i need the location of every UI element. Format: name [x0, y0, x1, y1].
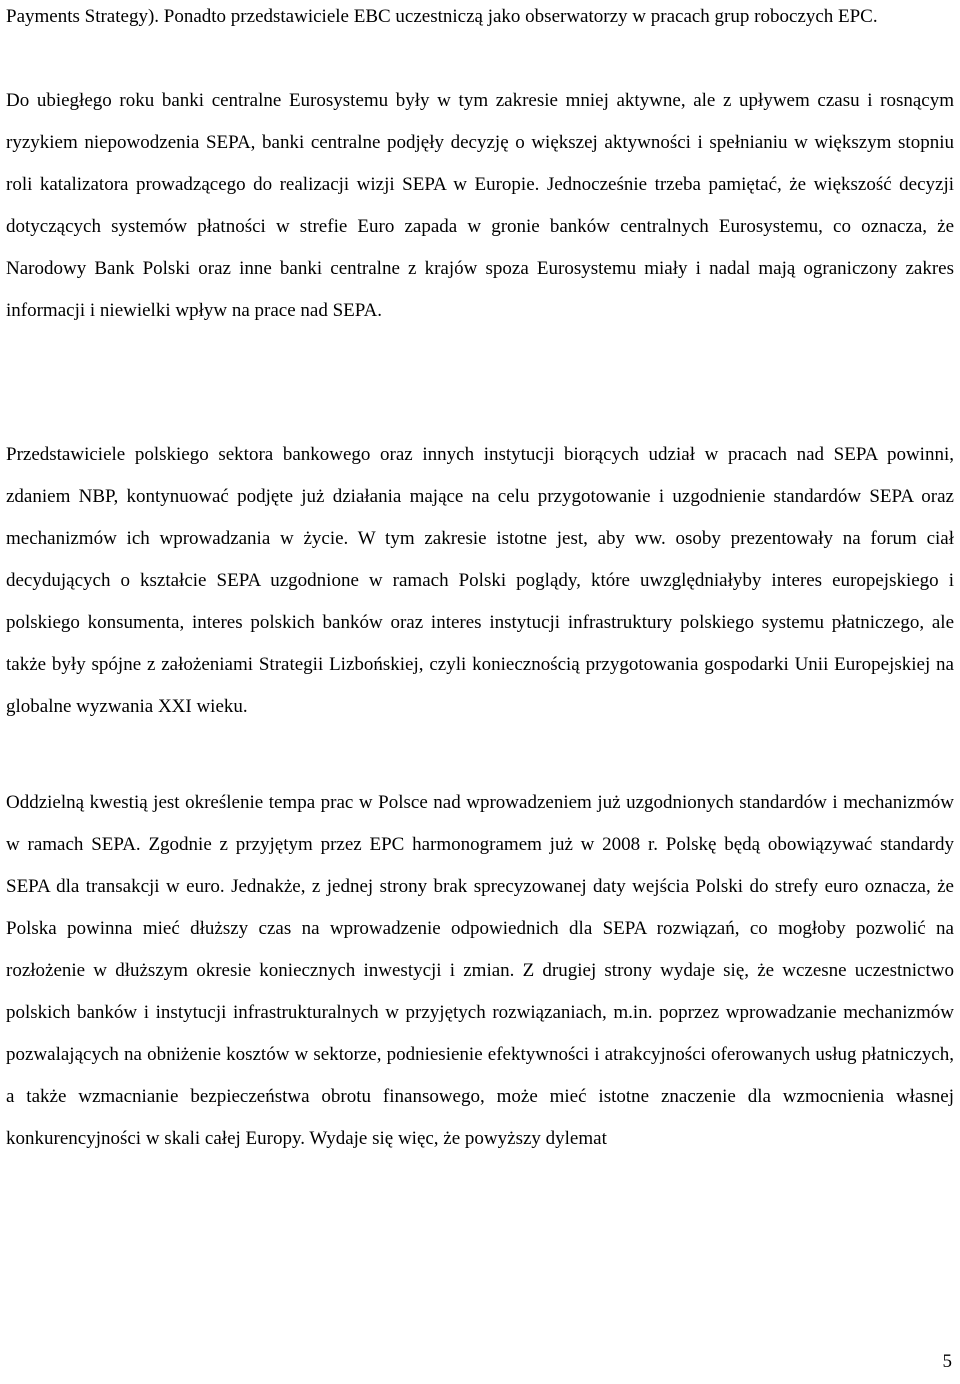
paragraph-pace-of-work: Oddzielną kwestią jest określenie tempa prac w Polsce nad wprowadzeniem już uzgodnionych standardów i mechanizmów w ramach SEPA. Zgodnie z przyjętym przez EPC harmonogramem już w 2008 r. Polskę będą obowiązywać standardy SEPA dla transakcji w euro. Jednakże, z jednej strony brak sprecyzowanej daty wejścia Polski do strefy euro oznacza, że Polska powinna mieć dłuższy czas na wprowadzenie odpowiednich dla SEPA rozwiązań, co mogłoby pozwolić na rozłożenie w dłuższym okresie koniecznych inwestycji i zmian. Z drugiej strony wydaje się, że wczesne uczestnictwo polskich banków i instytucji infrastrukturalnych w przyjętych rozwiązaniach, m.in. poprzez wprowadzanie mechanizmów pozwalających na obniżenie kosztów w sektorze, podniesienie efektywności i atrakcyjności oferowanych usług płatniczych, a także wzmacnianie bezpieczeństwa obrotu finansowego, może mieć istotne znaczenie dla wzmocnienia własnej konkurencyjności w skali całej Europy. Wydaje się więc, że powyższy dylemat [6, 792, 954, 1149]
paragraph-continued: Payments Strategy). Ponadto przedstawiciele EBC uczestniczą jako obserwatorzy w pracach grup roboczych EPC. [6, 6, 878, 27]
page-number: 5 [942, 1351, 952, 1372]
paragraph-polish-sector: Przedstawiciele polskiego sektora bankowego oraz innych instytucji biorących udział w pracach nad SEPA powinni, zdaniem NBP, kontynuować podjęte już działania mające na celu przygotowanie i uzgodnienie standardów SEPA oraz mechanizmów ich wprowadzania w życie. W tym zakresie istotne jest, aby ww. osoby prezentowały na forum ciał decydujących o kształcie SEPA uzgodnione w ramach Polski poglądy, które uwzględniałyby interes europejskiego i polskiego konsumenta, interes polskich banków oraz interes instytucji infrastruktury polskiego systemu płatniczego, ale także były spójne z założeniami Strategii Lizbońskiej, czyli koniecznością przygotowania gospodarki Unii Europejskiej na globalne wyzwania XXI wieku. [6, 444, 954, 717]
paragraph-eurosystem: Do ubiegłego roku banki centralne Eurosystemu były w tym zakresie mniej aktywne, ale z upływem czasu i rosnącym ryzykiem niepowodzenia SEPA, banki centralne podjęły decyzję o większej aktywności i spełnianiu w większym stopniu roli katalizatora prowadzącego do realizacji wizji SEPA w Europie. Jednocześnie trzeba pamiętać, że większość decyzji dotyczących systemów płatności w strefie Euro zapada w gronie banków centralnych Eurosystemu, co oznacza, że Narodowy Bank Polski oraz inne banki centralne z krajów spoza Eurosystemu miały i nadal mają ograniczony zakres informacji i niewielki wpływ na prace nad SEPA. [6, 90, 954, 321]
